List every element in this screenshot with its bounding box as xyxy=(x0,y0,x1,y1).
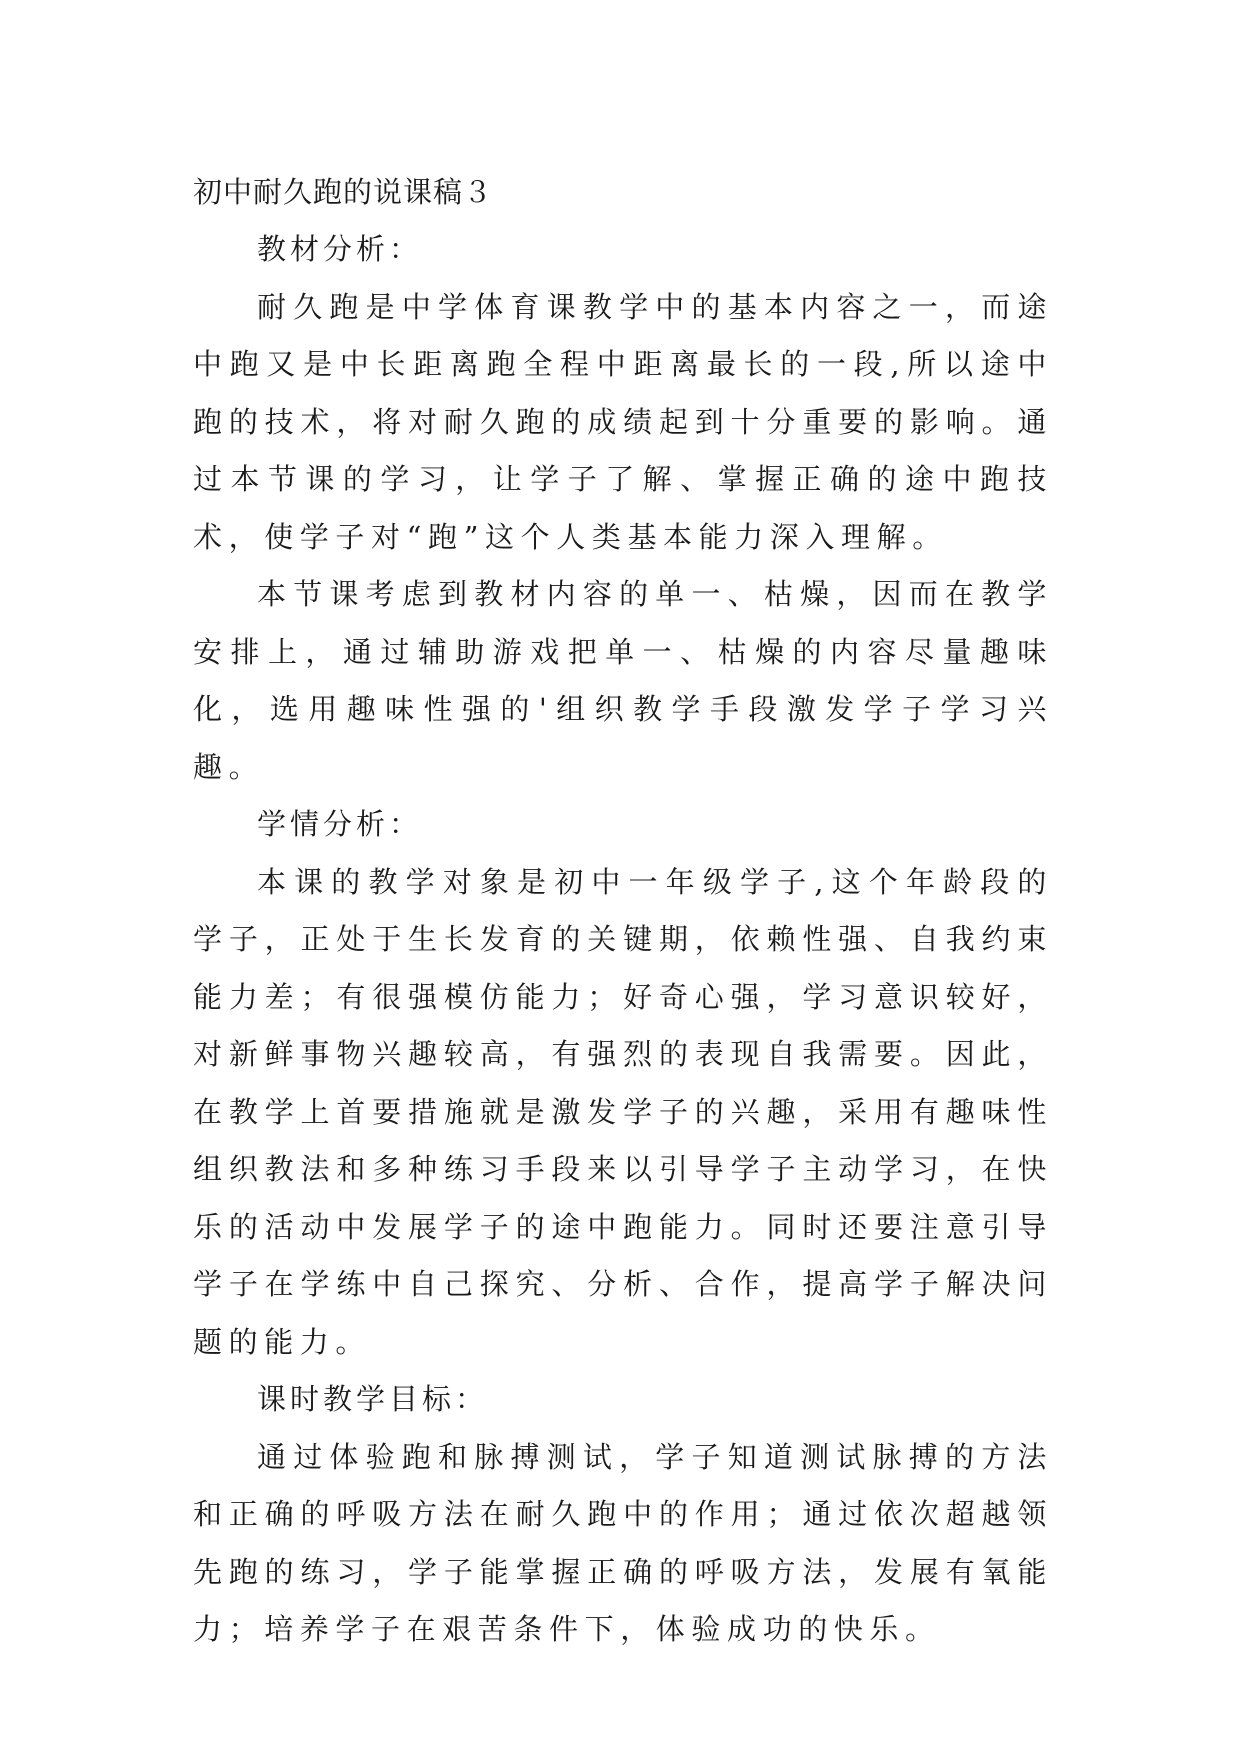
paragraph-student-analysis-1: 本课的教学对象是初中一年级学子,这个年龄段的学子，正处于生长发育的关键期，依赖性强、自我约束能力差；有很强模仿能力；好奇心强，学习意识较好，对新鲜事物兴趣较高，有强烈的表现自我需要。因此，在教学上首要措施就是激发学子的兴趣，采用有趣味性组织教法和多种练习手段来以引导学子主动学习，在快乐的活动中发展学子的途中跑能力。同时还要注意引导学子在学练中自己探究、分析、合作，提高学子解决问题的能力。 xyxy=(193,864,1053,1359)
section-heading-teaching-objectives: 课时教学目标： xyxy=(257,1382,489,1416)
document-page xyxy=(193,163,1053,1659)
paragraph-textbook-analysis-1: 耐久跑是中学体育课教学中的基本内容之一，而途中跑又是中长距离跑全程中距离最长的一段,所以途中跑的技术，将对耐久跑的成绩起到十分重要的影响。通过本节课的学习，让学子了解、掌握正确的途中跑技术，使学子对“跑”这个人类基本能力深入理解。 xyxy=(193,289,1053,554)
paragraph-teaching-objectives-1: 通过体验跑和脉搏测试，学子知道测试脉搏的方法和正确的呼吸方法在耐久跑中的作用；通过依次超越领先跑的练习，学子能掌握正确的呼吸方法，发展有氧能力；培养学子在艰苦条件下，体验成功的快乐。 xyxy=(193,1439,1053,1646)
document-title: 初中耐久跑的说课稿３ xyxy=(193,175,494,209)
section-heading-student-analysis: 学情分析： xyxy=(257,807,423,841)
section-heading-textbook-analysis: 教材分析： xyxy=(257,232,423,266)
paragraph-textbook-analysis-2: 本节课考虑到教材内容的单一、枯燥，因而在教学安排上，通过辅助游戏把单一、枯燥的内容尽量趣味化，选用趣味性强的'组织教学手段激发学子学习兴趣。 xyxy=(193,577,1053,784)
